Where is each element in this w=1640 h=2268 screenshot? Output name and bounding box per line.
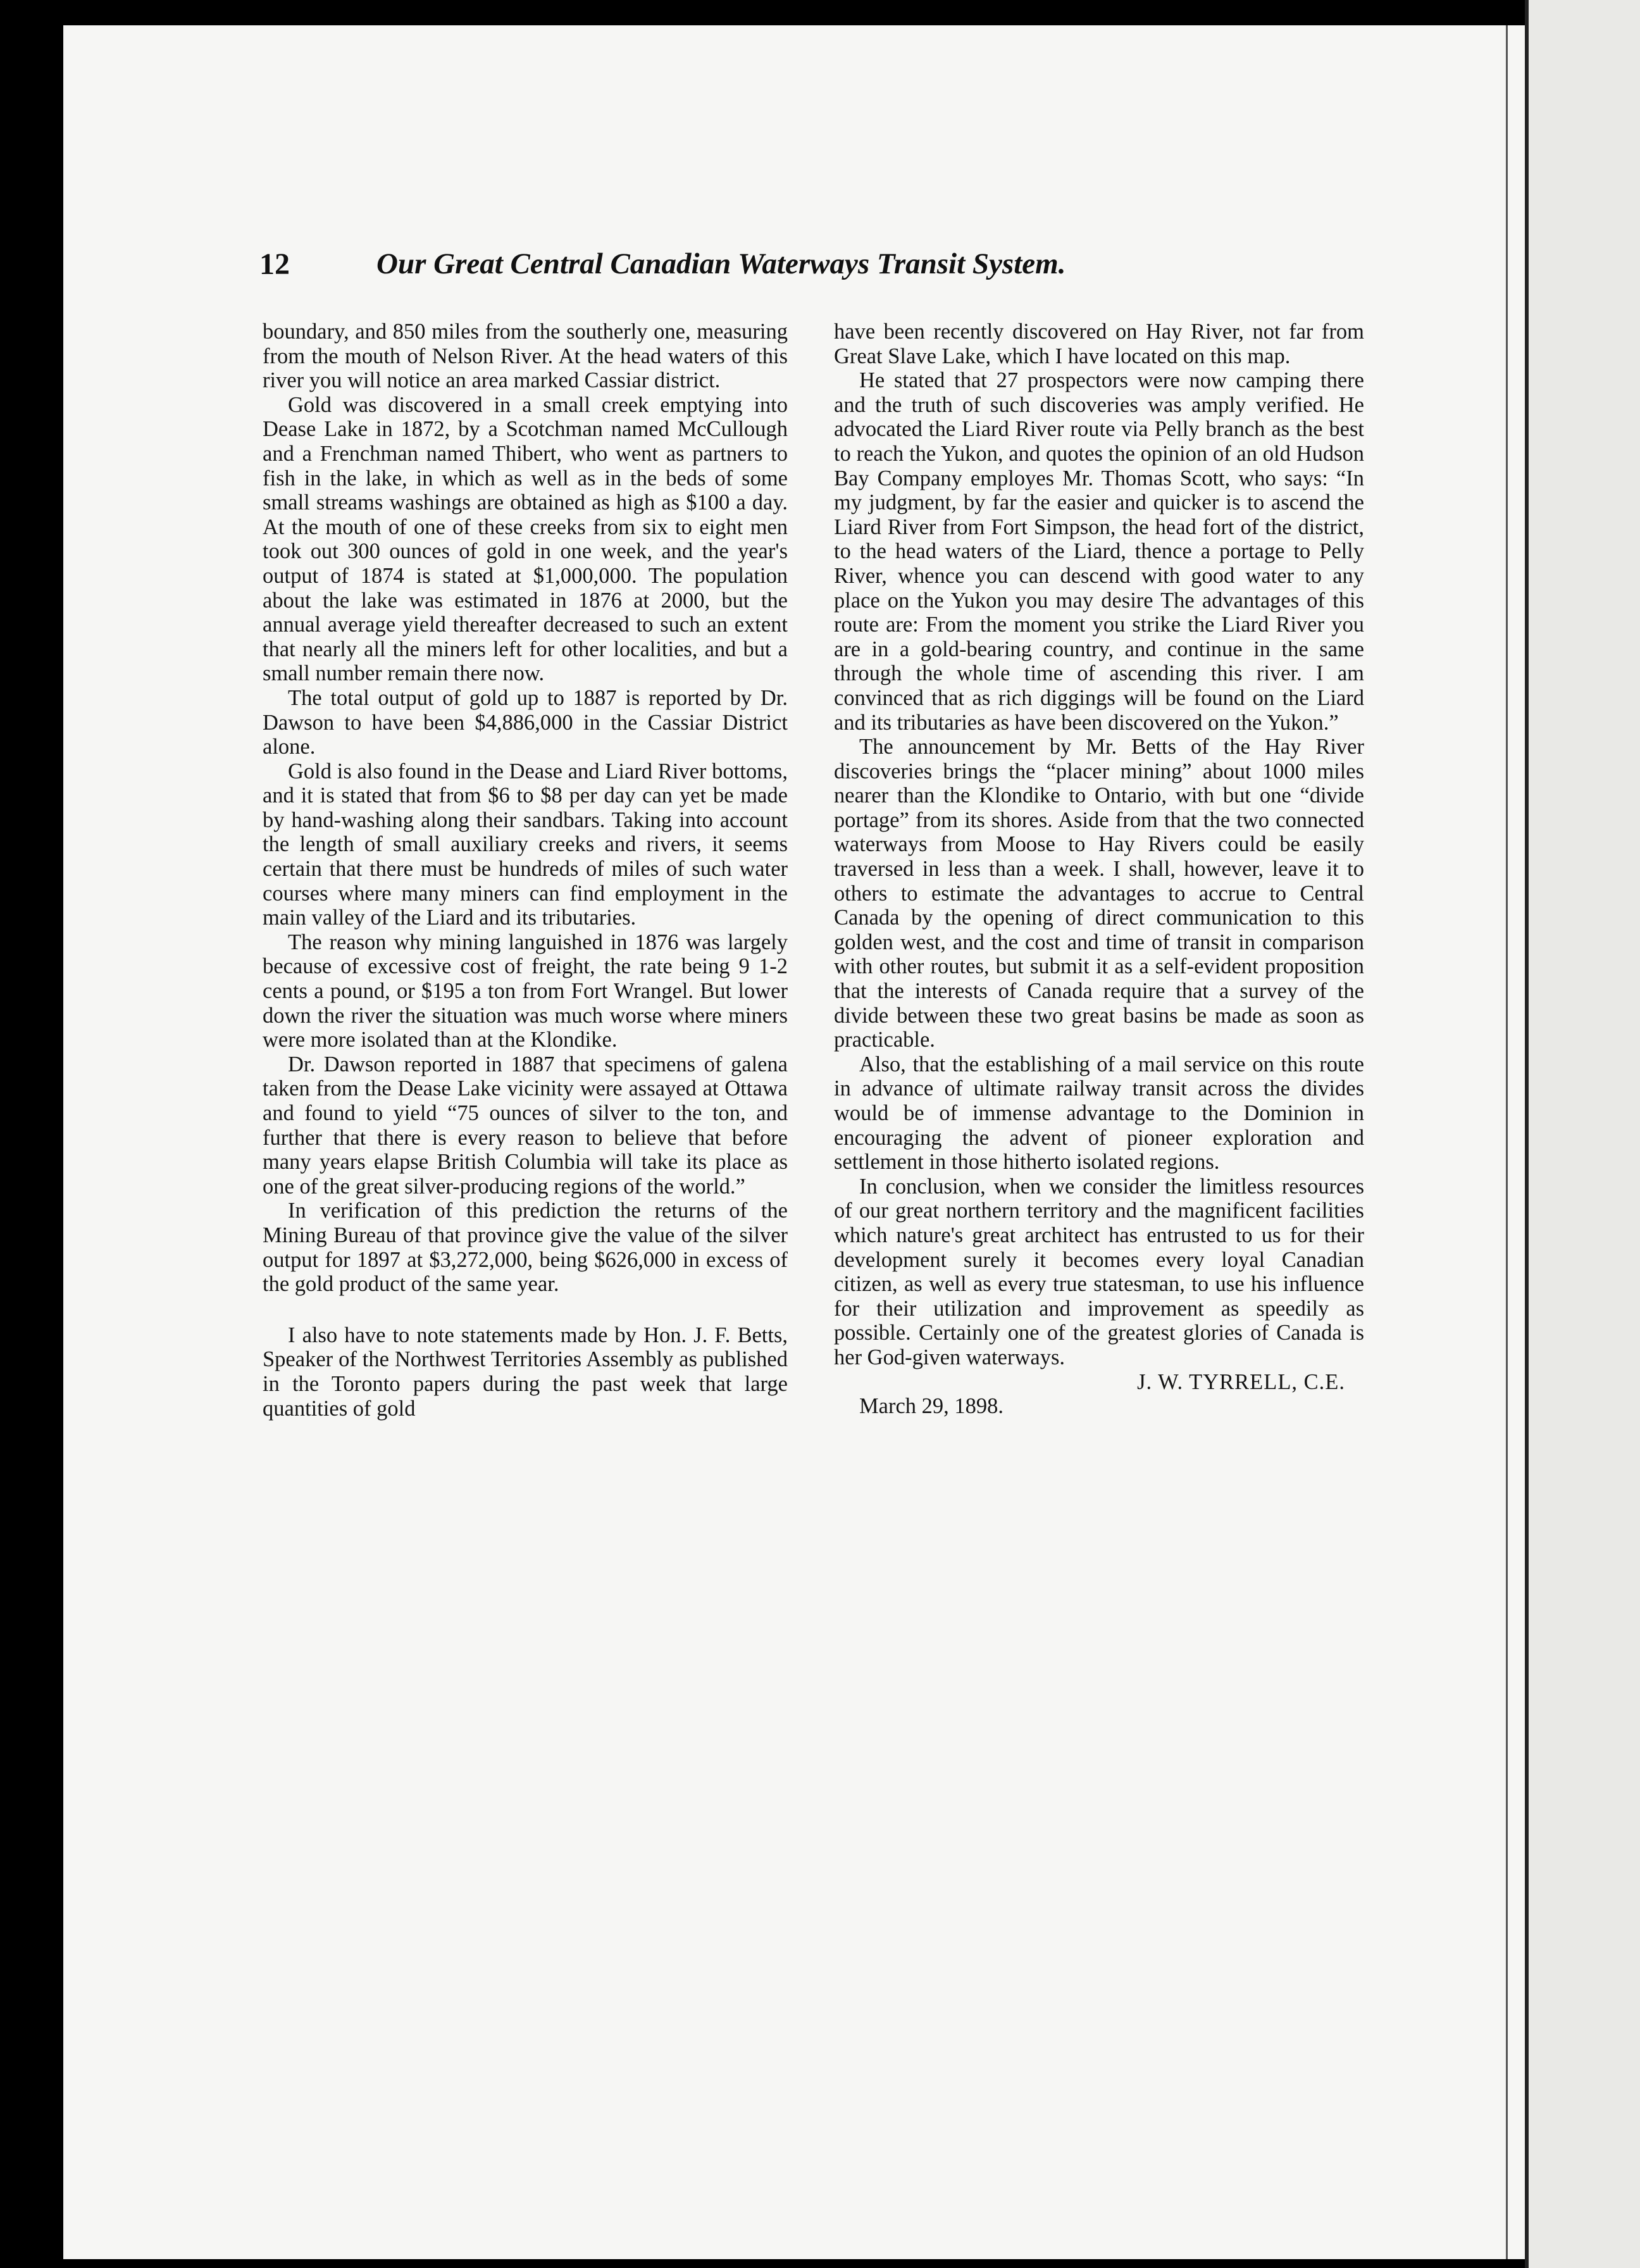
- adjacent-page-edge: [1525, 0, 1640, 2268]
- paragraph: Gold was discovered in a small creek emptying into Dease Lake in 1872, by a Scotchman named McCullough and a Frenchman named Thibert, who went as partners to fish in the lake, in which as well as in the beds of some small streams washings are obtained as high as $100 a day. At the mouth of one of these creeks from six to eight men took out 300 ounces of gold in one week, and the year's output of 1874 is stated at $1,000,000. The population about the lake was estimated in 1876 at 2000, but the annual average yield thereafter decreased to such an extent that nearly all the miners left for other localities, and but a small number remain there now.: [263, 392, 788, 686]
- paragraph: Also, that the establishing of a mail service on this route in advance of ultimate railway transit across the divides would be of immense advantage to the Dominion in encouraging the advent of pioneer exploration and settlement in those hitherto isolated regions.: [834, 1052, 1364, 1174]
- page-fold: [1506, 25, 1508, 2259]
- paragraph: He stated that 27 prospectors were now camping there and the truth of such discoveries was amply verified. He advocated the Liard River route via Pelly branch as the best to reach the Yukon, and quotes the opinion of an old Hudson Bay Company employes Mr. Thomas Scott, who says: “In my judgment, by far the easier and quicker is to ascend the Liard River from Fort Simpson, the head fort of the district, to the head waters of the Liard, thence a portage to Pelly River, whence you can descend with good water to any place on the Yukon you may desire The advantages of this route are: From the moment you strike the Liard River you are in a gold-bearing country, and continue in the same through the whole time of ascending this river. I am convinced that as rich diggings will be found on the Liard and its tributaries as have been discovered on the Yukon.”: [834, 368, 1364, 735]
- right-column: [834, 320, 1364, 1419]
- paragraph: Dr. Dawson reported in 1887 that specimens of galena taken from the Dease Lake vicinity were assayed at Ottawa and found to yield “75 ounces of silver to the ton, and further that there is every reason to believe that before many years elapse British Columbia will take its place as one of the great silver-producing regions of the world.”: [263, 1052, 788, 1199]
- dateline: March 29, 1898.: [859, 1394, 1004, 1419]
- paragraph: In conclusion, when we consider the limitless resources of our great northern territory and the magnificent facilities which nature's great architect has entrusted to us for their development surely it becomes every loyal Canadian citizen, as well as every true statesman, to use his influence for their utilization and improvement as speedily as possible. Certainly one of the greatest glories of Canada is her God-given waterways.: [834, 1174, 1364, 1369]
- author-signature: J. W. TYRRELL, C.E.: [1137, 1369, 1345, 1394]
- paragraph: I also have to note statements made by Hon. J. F. Betts, Speaker of the Northwest Territories Assembly as published in the Toronto papers during the past week that large quantities of gold: [263, 1323, 788, 1421]
- page-header: [259, 247, 1259, 291]
- paragraph: boundary, and 850 miles from the southerly one, measuring from the mouth of Nelson River. At the head waters of this river you will notice an area marked Cassiar district.: [263, 320, 788, 393]
- paragraph: The reason why mining languished in 1876 was largely because of excessive cost of freight, the rate being 9 1-2 cents a pound, or $195 a ton from Fort Wrangel. But lower down the river the situation was much worse where miners were more isolated than at the Klondike.: [263, 930, 788, 1052]
- running-title: Our Great Central Canadian Waterways Transit System.: [376, 247, 1066, 280]
- paragraph: The total output of gold up to 1887 is reported by Dr. Dawson to have been $4,886,000 in the Cassiar District alone.: [263, 685, 788, 759]
- paragraph: In verification of this prediction the returns of the Mining Bureau of that province give the value of the silver output for 1897 at $3,272,000, being $626,000 in excess of the gold product of the same year.: [263, 1199, 788, 1297]
- page-number: 12: [259, 247, 290, 281]
- left-column: [263, 320, 788, 1421]
- paragraph: Gold is also found in the Dease and Liard River bottoms, and it is stated that from $6 to $8 per day can yet be made by hand-washing along their sandbars. Taking into account the length of small auxiliary creeks and rivers, it seems certain that there must be hundreds of miles of such water courses where many miners can find employment in the main valley of the Liard and its tributaries.: [263, 759, 788, 930]
- paragraph: The announcement by Mr. Betts of the Hay River discoveries brings the “placer mining” about 1000 miles nearer than the Klondike to Ontario, with but one “divide portage” from its shores. Aside from that the two connected waterways from Moose to Hay Rivers could be easily traversed in less than a week. I shall, however, leave it to others to estimate the advantages to accrue to Central Canada by the opening of direct communication to this golden west, and the cost and time of transit in comparison with other routes, but submit it as a self-evident proposition that the interests of Canada require that a survey of the divide between these two great basins be made as soon as practicable.: [834, 735, 1364, 1052]
- paragraph: have been recently discovered on Hay River, not far from Great Slave Lake, which I have located on this map.: [834, 320, 1364, 368]
